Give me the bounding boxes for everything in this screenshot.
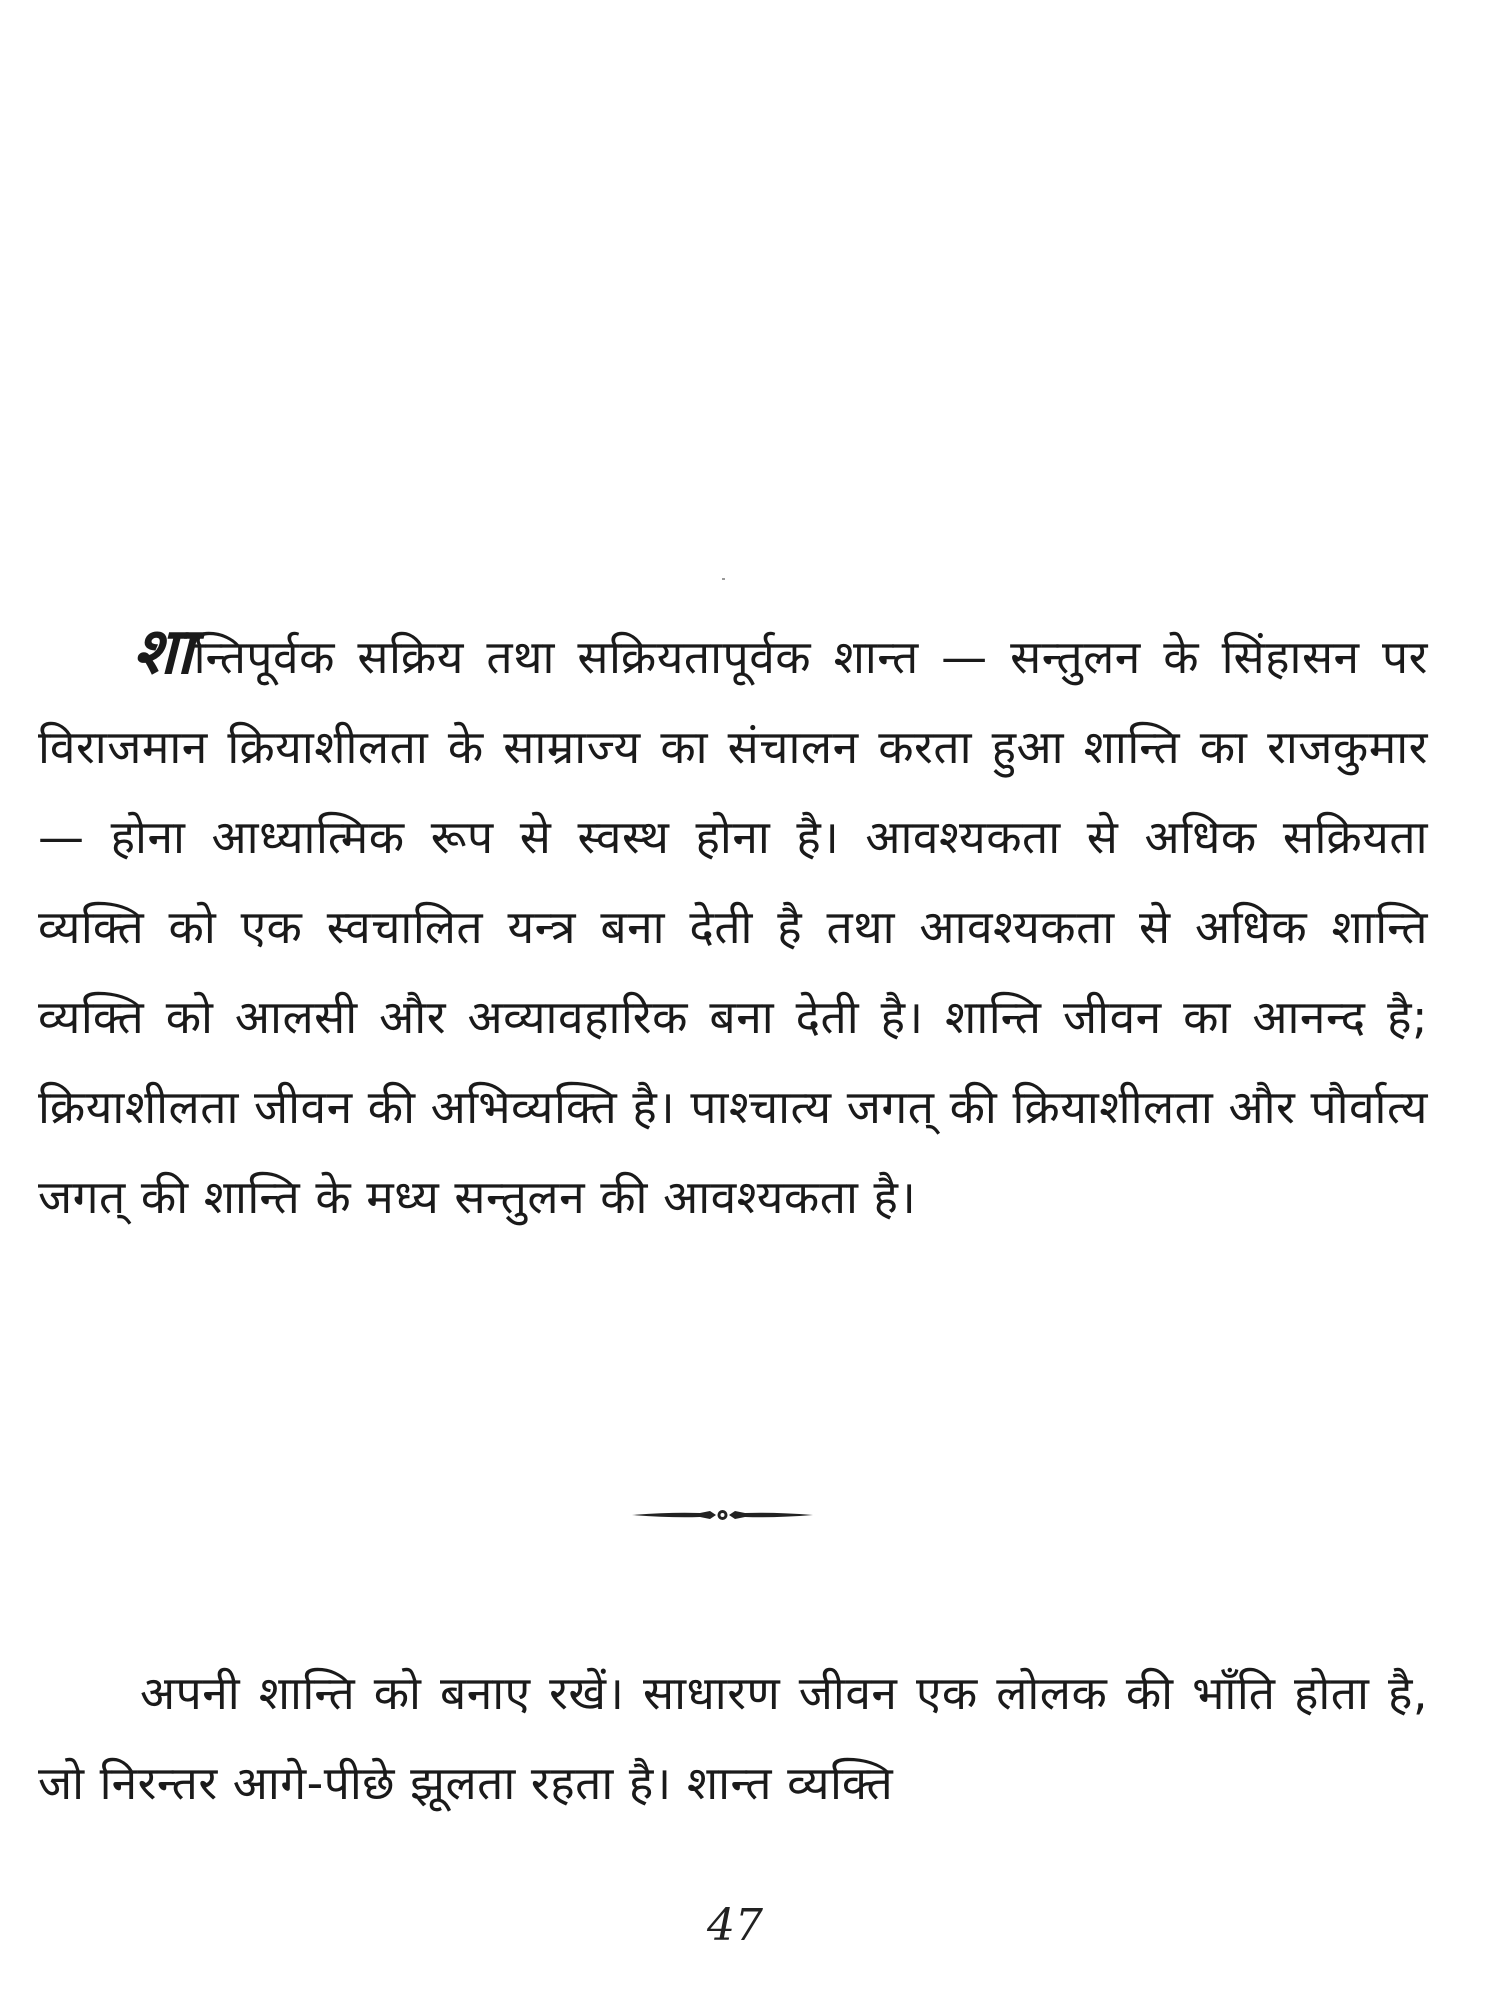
paragraph-balance: [38, 612, 1428, 1242]
ornamental-divider-icon: [630, 1500, 815, 1530]
print-speck: [722, 578, 725, 580]
paragraph-balance-text: न्तिपूर्वक सक्रिय तथा सक्रियतापूर्वक शान्त — सन्तुलन के सिंहासन पर विराजमान क्रियाशीलता के साम्राज्य का संचालन करता हुआ शान्ति का राजकुमार — होना आध्यात्मिक रूप से स्वस्थ होना है। आवश्यकता से अधिक सक्रियता व्यक्ति को एक स्वचालित यन्त्र बना देती है तथा आवश्यकता से अधिक शान्ति व्यक्ति को आलसी और अव्यावहारिक बना देती है। शान्ति जीवन का आनन्द है; क्रियाशीलता जीवन की अभिव्यक्ति है। पाश्चात्य जगत् की क्रियाशीलता और पौर्वात्य जगत् की शान्ति के मध्य सन्तुलन की आवश्यकता है।: [38, 630, 1428, 1224]
page-number: 47: [707, 1900, 763, 1951]
paragraph-peace-text: अपनी शान्ति को बनाए रखें। साधारण जीवन एक लोलक की भाँति होता है, जो निरन्तर आगे-पीछे झूलता रहता है। शान्त व्यक्ति: [38, 1666, 1428, 1810]
initial-letter: शा: [133, 615, 194, 689]
paragraph-peace: [38, 1648, 1428, 1828]
